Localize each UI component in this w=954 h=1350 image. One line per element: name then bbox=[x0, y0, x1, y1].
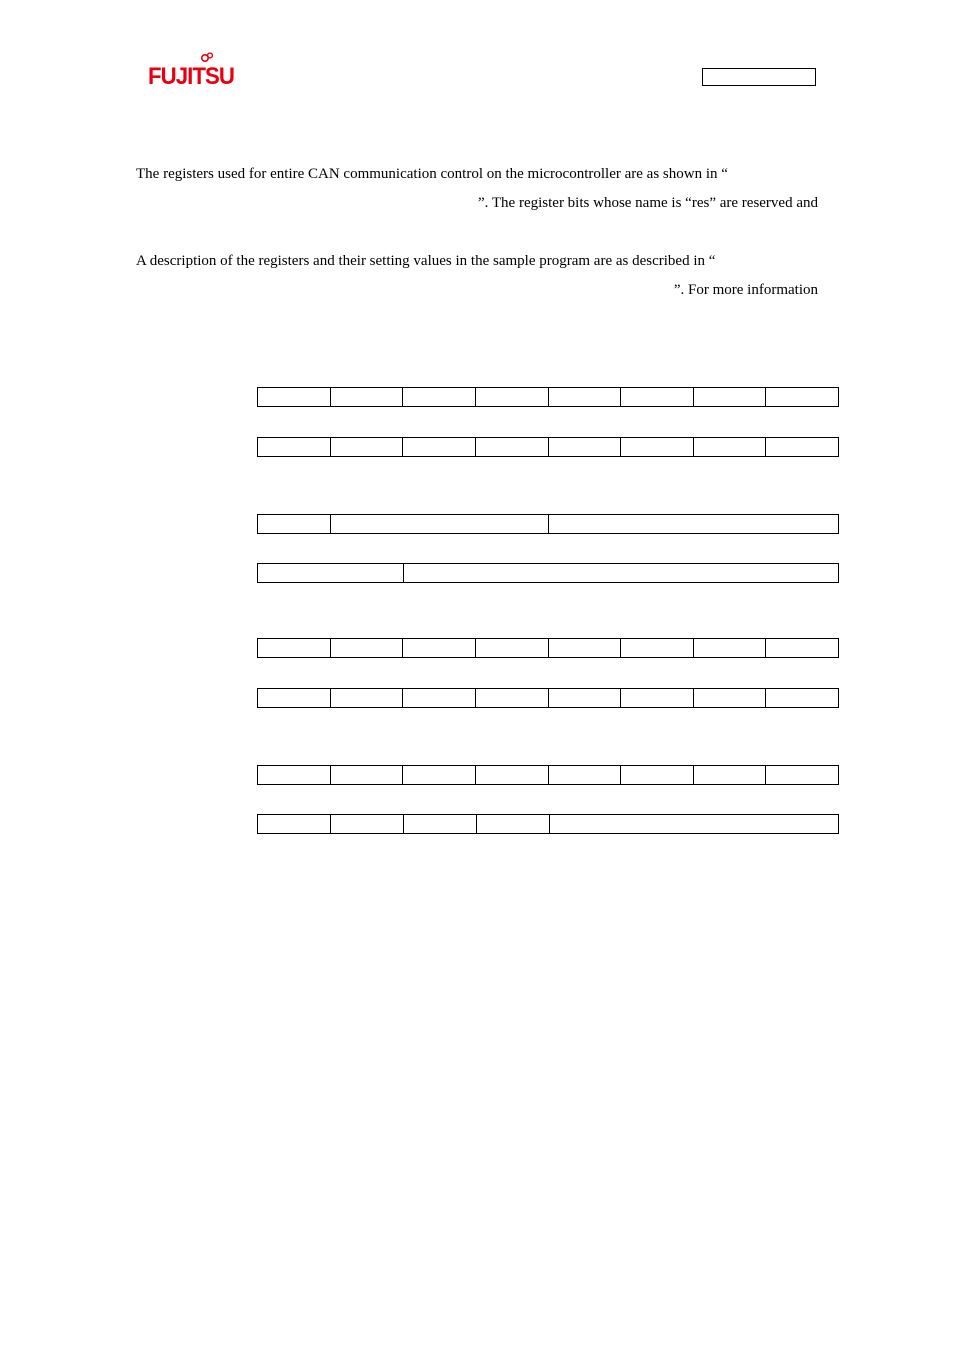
register-bit-cell bbox=[476, 388, 549, 406]
register-bit-cell bbox=[331, 438, 404, 456]
register-bit-cell bbox=[403, 689, 476, 707]
register-bit-cell bbox=[258, 689, 331, 707]
register-bit-cell bbox=[766, 766, 838, 784]
register-bit-cell bbox=[621, 388, 694, 406]
register-bit-cell bbox=[331, 815, 404, 833]
register-row bbox=[257, 638, 839, 658]
register-bit-cell bbox=[766, 639, 838, 657]
register-bit-cell bbox=[766, 689, 838, 707]
register-bit-cell bbox=[621, 639, 694, 657]
register-bit-cell bbox=[404, 815, 477, 833]
register-bit-cell bbox=[476, 438, 549, 456]
register-bit-cell bbox=[404, 564, 838, 582]
register-bit-cell bbox=[766, 438, 838, 456]
register-bit-cell bbox=[549, 515, 838, 533]
register-bit-cell bbox=[477, 815, 550, 833]
register-bit-cell bbox=[766, 388, 838, 406]
register-bit-cell bbox=[258, 766, 331, 784]
register-bit-cell bbox=[549, 639, 622, 657]
register-bit-cell bbox=[621, 766, 694, 784]
register-bit-cell bbox=[694, 639, 767, 657]
register-bit-cell bbox=[694, 689, 767, 707]
register-row bbox=[257, 765, 839, 785]
register-bit-cell bbox=[694, 388, 767, 406]
register-bit-cell bbox=[331, 689, 404, 707]
paragraph-2-line-1: A description of the registers and their setting values in the sample program are as described in “ bbox=[136, 253, 716, 269]
paragraph-2-line-2: ”. For more information bbox=[673, 282, 818, 298]
register-row bbox=[257, 563, 839, 583]
register-bit-cell bbox=[331, 388, 404, 406]
register-bit-cell bbox=[403, 438, 476, 456]
register-bit-cell bbox=[331, 639, 404, 657]
fujitsu-logo bbox=[148, 52, 238, 96]
register-bit-cell bbox=[403, 766, 476, 784]
register-bit-cell bbox=[550, 815, 838, 833]
register-bit-cell bbox=[258, 815, 331, 833]
register-bit-cell bbox=[403, 388, 476, 406]
register-bit-cell bbox=[621, 689, 694, 707]
register-bit-cell bbox=[258, 388, 331, 406]
document-number-box bbox=[702, 68, 816, 86]
register-bit-cell bbox=[258, 564, 404, 582]
paragraph-1-line-2: ”. The register bits whose name is “res” are reserved and bbox=[478, 195, 818, 211]
register-bit-cell bbox=[258, 438, 331, 456]
register-bit-cell bbox=[331, 515, 549, 533]
register-bit-cell bbox=[476, 766, 549, 784]
register-bit-cell bbox=[476, 639, 549, 657]
register-row bbox=[257, 688, 839, 708]
svg-text:FUJITSU: FUJITSU bbox=[148, 63, 234, 90]
register-bit-cell bbox=[549, 438, 622, 456]
register-row bbox=[257, 387, 839, 407]
register-bit-cell bbox=[331, 766, 404, 784]
register-bit-cell bbox=[694, 438, 767, 456]
register-bit-cell bbox=[694, 766, 767, 784]
register-bit-cell bbox=[258, 639, 331, 657]
register-bit-cell bbox=[258, 515, 331, 533]
register-bit-cell bbox=[476, 689, 549, 707]
paragraph-1-line-1: The registers used for entire CAN communication control on the microcontroller are as shown in “ bbox=[136, 166, 728, 182]
register-bit-cell bbox=[549, 766, 622, 784]
register-bit-cell bbox=[549, 689, 622, 707]
register-bit-cell bbox=[403, 639, 476, 657]
register-bit-cell bbox=[549, 388, 622, 406]
register-row bbox=[257, 814, 839, 834]
register-bit-cell bbox=[621, 438, 694, 456]
register-row bbox=[257, 437, 839, 457]
register-row bbox=[257, 514, 839, 534]
